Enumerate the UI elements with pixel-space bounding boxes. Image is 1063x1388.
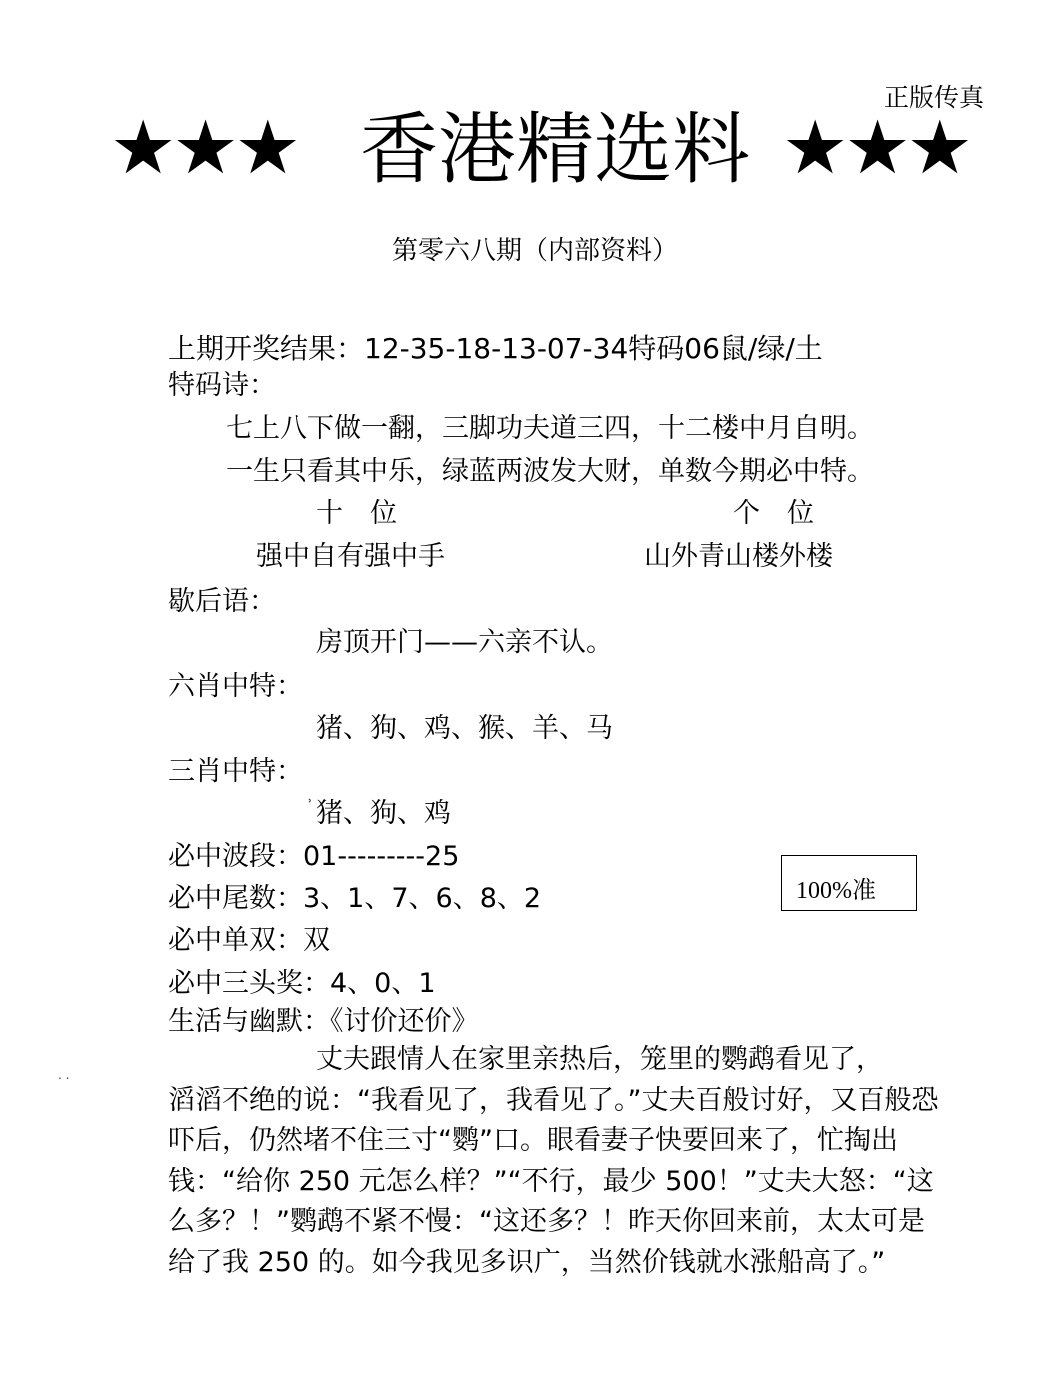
accuracy-badge: [781, 855, 917, 911]
xiehouyu-text: 房顶开门——六亲不认。: [316, 627, 613, 658]
tail-pick: 必中尾数：3、1、7、6、8、2: [168, 883, 542, 914]
ones-label: 个 位: [733, 498, 814, 529]
scan-speck: . .: [58, 1068, 70, 1082]
tens-label: 十 位: [316, 498, 397, 529]
three-zodiac-label: 三肖中特：: [168, 756, 303, 787]
page-title: 香港精选料: [360, 105, 751, 195]
humor-label: 生活与幽默：《讨价还价》: [168, 1006, 479, 1037]
poem-line-1: 七上八下做一翻，三脚功夫道三四，十二楼中月自明。: [226, 413, 874, 444]
accuracy-badge-text: 100%准: [796, 878, 876, 904]
xiehouyu-label: 歇后语：: [168, 586, 276, 617]
three-zodiac-text: 猪、狗、鸡: [316, 798, 451, 829]
last-result: 上期开奖结果：12-35-18-13-07-34特码06鼠/绿/土: [168, 332, 823, 365]
humor-story: [168, 1040, 940, 1283]
tens-text: 强中自有强中手: [256, 541, 445, 572]
title-row: [110, 105, 990, 198]
humor-paragraph-rest: 滔滔不绝的说：“我看见了，我看见了。”丈夫百般讨好，又百般恐吓后，仍然堵不住三寸“鹦”口。眼看妻子快要回来了，忙掏出钱：“给你 250 元怎么样？”“不行，最少 500！”丈夫大怒：“这么多？！”鹦鹉不紧不慢：“这还多？！昨天你回来前，太太可是给了我 250 的。如今我见多识广，当然价钱就水涨船高了。”: [168, 1084, 939, 1278]
poem-label: 特码诗：: [168, 370, 276, 401]
poem-line-2: 一生只看其中乐，绿蓝两波发大财，单数今期必中特。: [226, 456, 874, 487]
stars-right-icon: ★★★: [782, 105, 970, 191]
six-zodiac-text: 猪、狗、鸡、猴、羊、马: [316, 713, 613, 744]
stars-left-icon: ★★★: [110, 105, 298, 191]
wave-pick: 必中波段：01---------25: [168, 841, 460, 872]
humor-paragraph-first: 丈夫跟情人在家里亲热后，笼里的鹦鹉看见了，: [316, 1044, 883, 1075]
odd-even-pick: 必中单双：双: [168, 925, 330, 956]
tick-mark: ˒: [308, 794, 313, 810]
ones-text: 山外青山楼外楼: [644, 541, 833, 572]
issue-number: 第零六八期（内部资料）: [392, 236, 679, 266]
three-head-pick: 必中三头奖：4、0、1: [168, 968, 436, 999]
corner-label: 正版传真: [884, 83, 985, 112]
six-zodiac-label: 六肖中特：: [168, 671, 303, 702]
